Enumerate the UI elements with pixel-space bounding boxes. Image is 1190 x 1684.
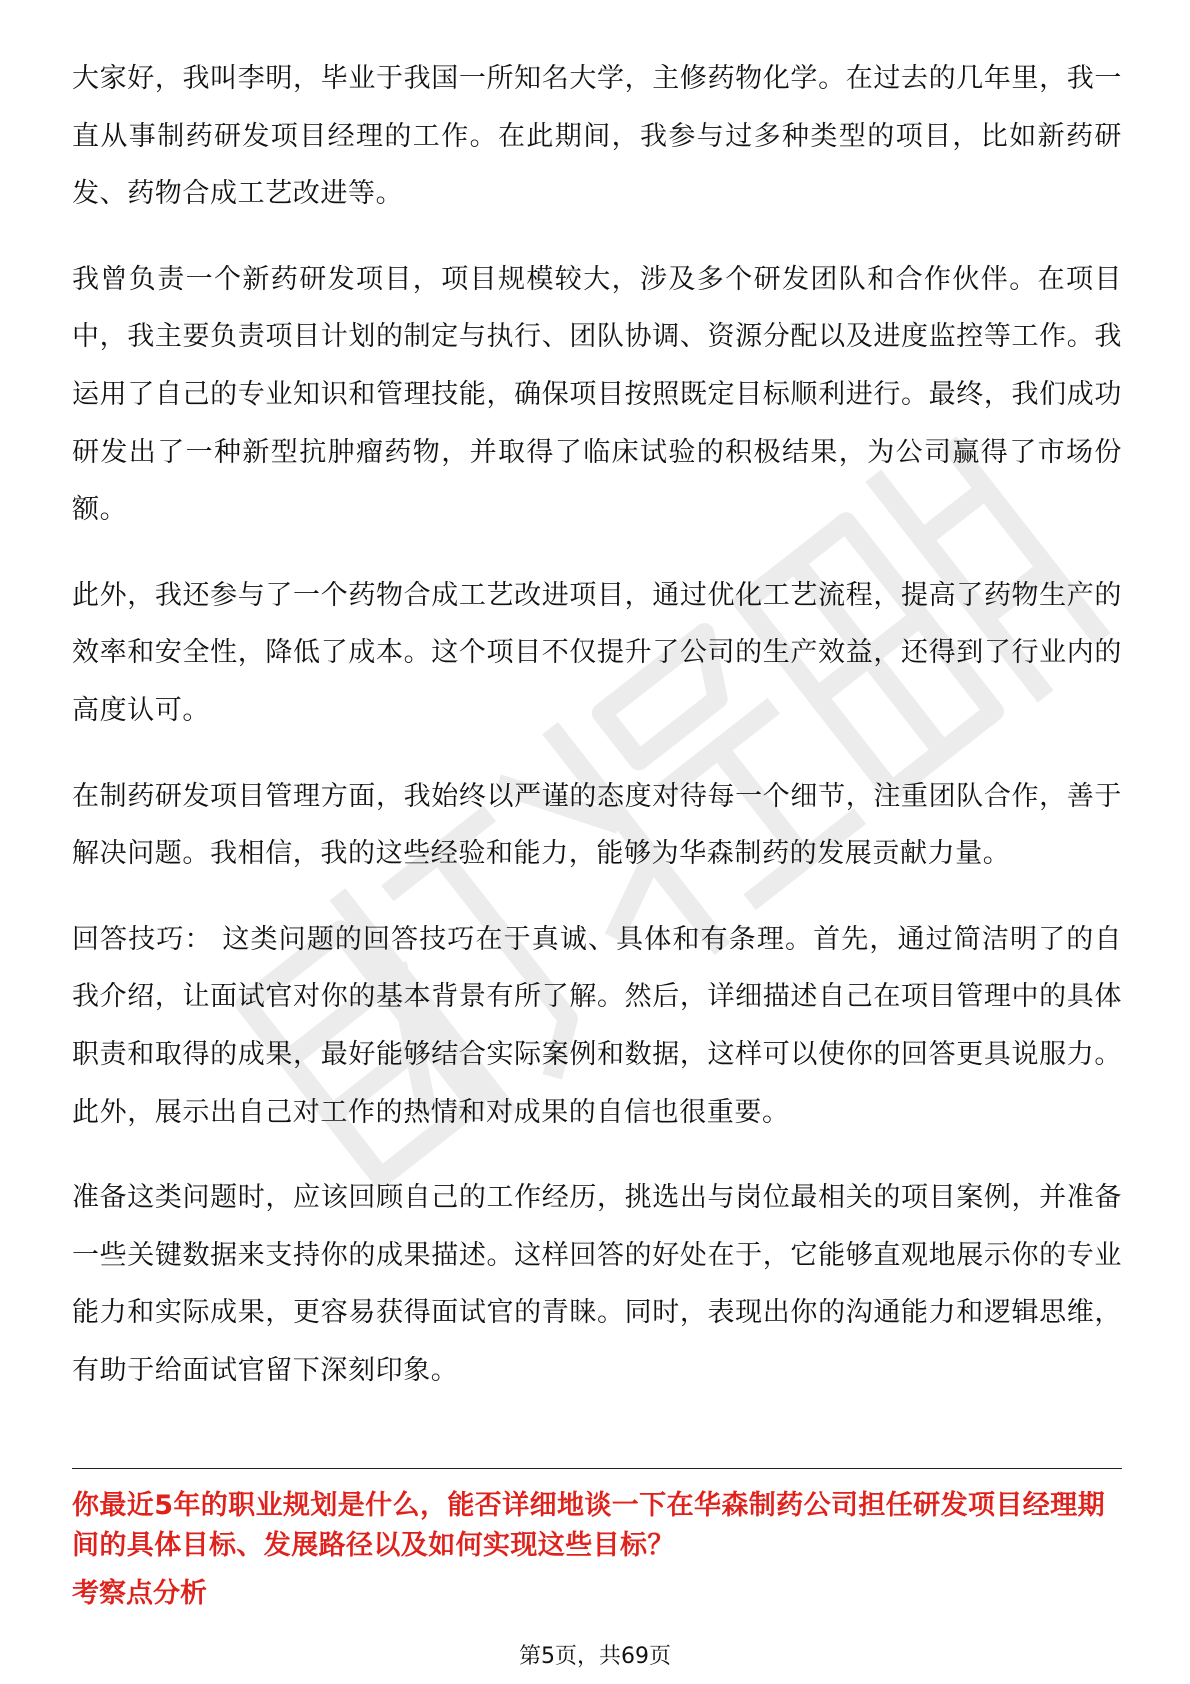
section-divider: [72, 1468, 1122, 1469]
paragraph-preparation-advice: 准备这类问题时，应该回顾自己的工作经历，挑选出与岗位最相关的项目案例，并准备一些关键数据来支持你的成果描述。这样回答的好处在于，它能够直观地展示你的专业能力和实际成果，更容易获得面试官的青睐。同时，表现出你的沟通能力和逻辑思维，有助于给面试官留下深刻印象。: [72, 1182, 1122, 1386]
paragraph-process-improvement: 此外，我还参与了一个药物合成工艺改进项目，通过优化工艺流程，提高了药物生产的效率和安全性，降低了成本。这个项目不仅提升了公司的生产效益，还得到了行业内的高度认可。: [72, 579, 1122, 726]
analysis-heading: 考察点分析: [72, 1578, 207, 1609]
paragraph-new-drug-project: 我曾负责一个新药研发项目，项目规模较大，涉及多个研发团队和合作伙伴。在项目中，我主要负责项目计划的制定与执行、团队协调、资源分配以及进度监控等工作。我运用了自己的专业知识和管理技能，确保项目按照既定目标顺利进行。最终，我们成功研发出了一种新型抗肿瘤药物，并取得了临床试验的积极结果，为公司赢得了市场份额。: [72, 263, 1122, 526]
document-body: [72, 50, 1122, 1427]
page-number: 第5页，共69页: [519, 1644, 671, 1669]
interview-question: 你最近5年的职业规划是什么，能否详细地谈一下在华森制药公司担任研发项目经理期间的具体目标、发展路径以及如何实现这些目标？: [72, 1490, 1105, 1561]
paragraph-self-introduction: 大家好，我叫李明，毕业于我国一所知名大学，主修药物化学。在过去的几年里，我一直从事制药研发项目经理的工作。在此期间，我参与过多种类型的项目，比如新药研发、药物合成工艺改进等。: [72, 63, 1122, 210]
paragraph-answer-tips: 回答技巧： 这类问题的回答技巧在于真诚、具体和有条理。首先，通过简洁明了的自我介绍，让面试官对你的基本背景有所了解。然后，详细描述自己在项目管理中的具体职责和取得的成果，最好能够结合实际案例和数据，这样可以使你的回答更具说服力。此外，展示出自己对工作的热情和对成果的自信也很重要。: [72, 923, 1122, 1128]
paragraph-management-approach: 在制药研发项目管理方面，我始终以严谨的态度对待每一个细节，注重团队合作，善于解决问题。我相信，我的这些经验和能力，能够为华森制药的发展贡献力量。: [72, 780, 1122, 870]
